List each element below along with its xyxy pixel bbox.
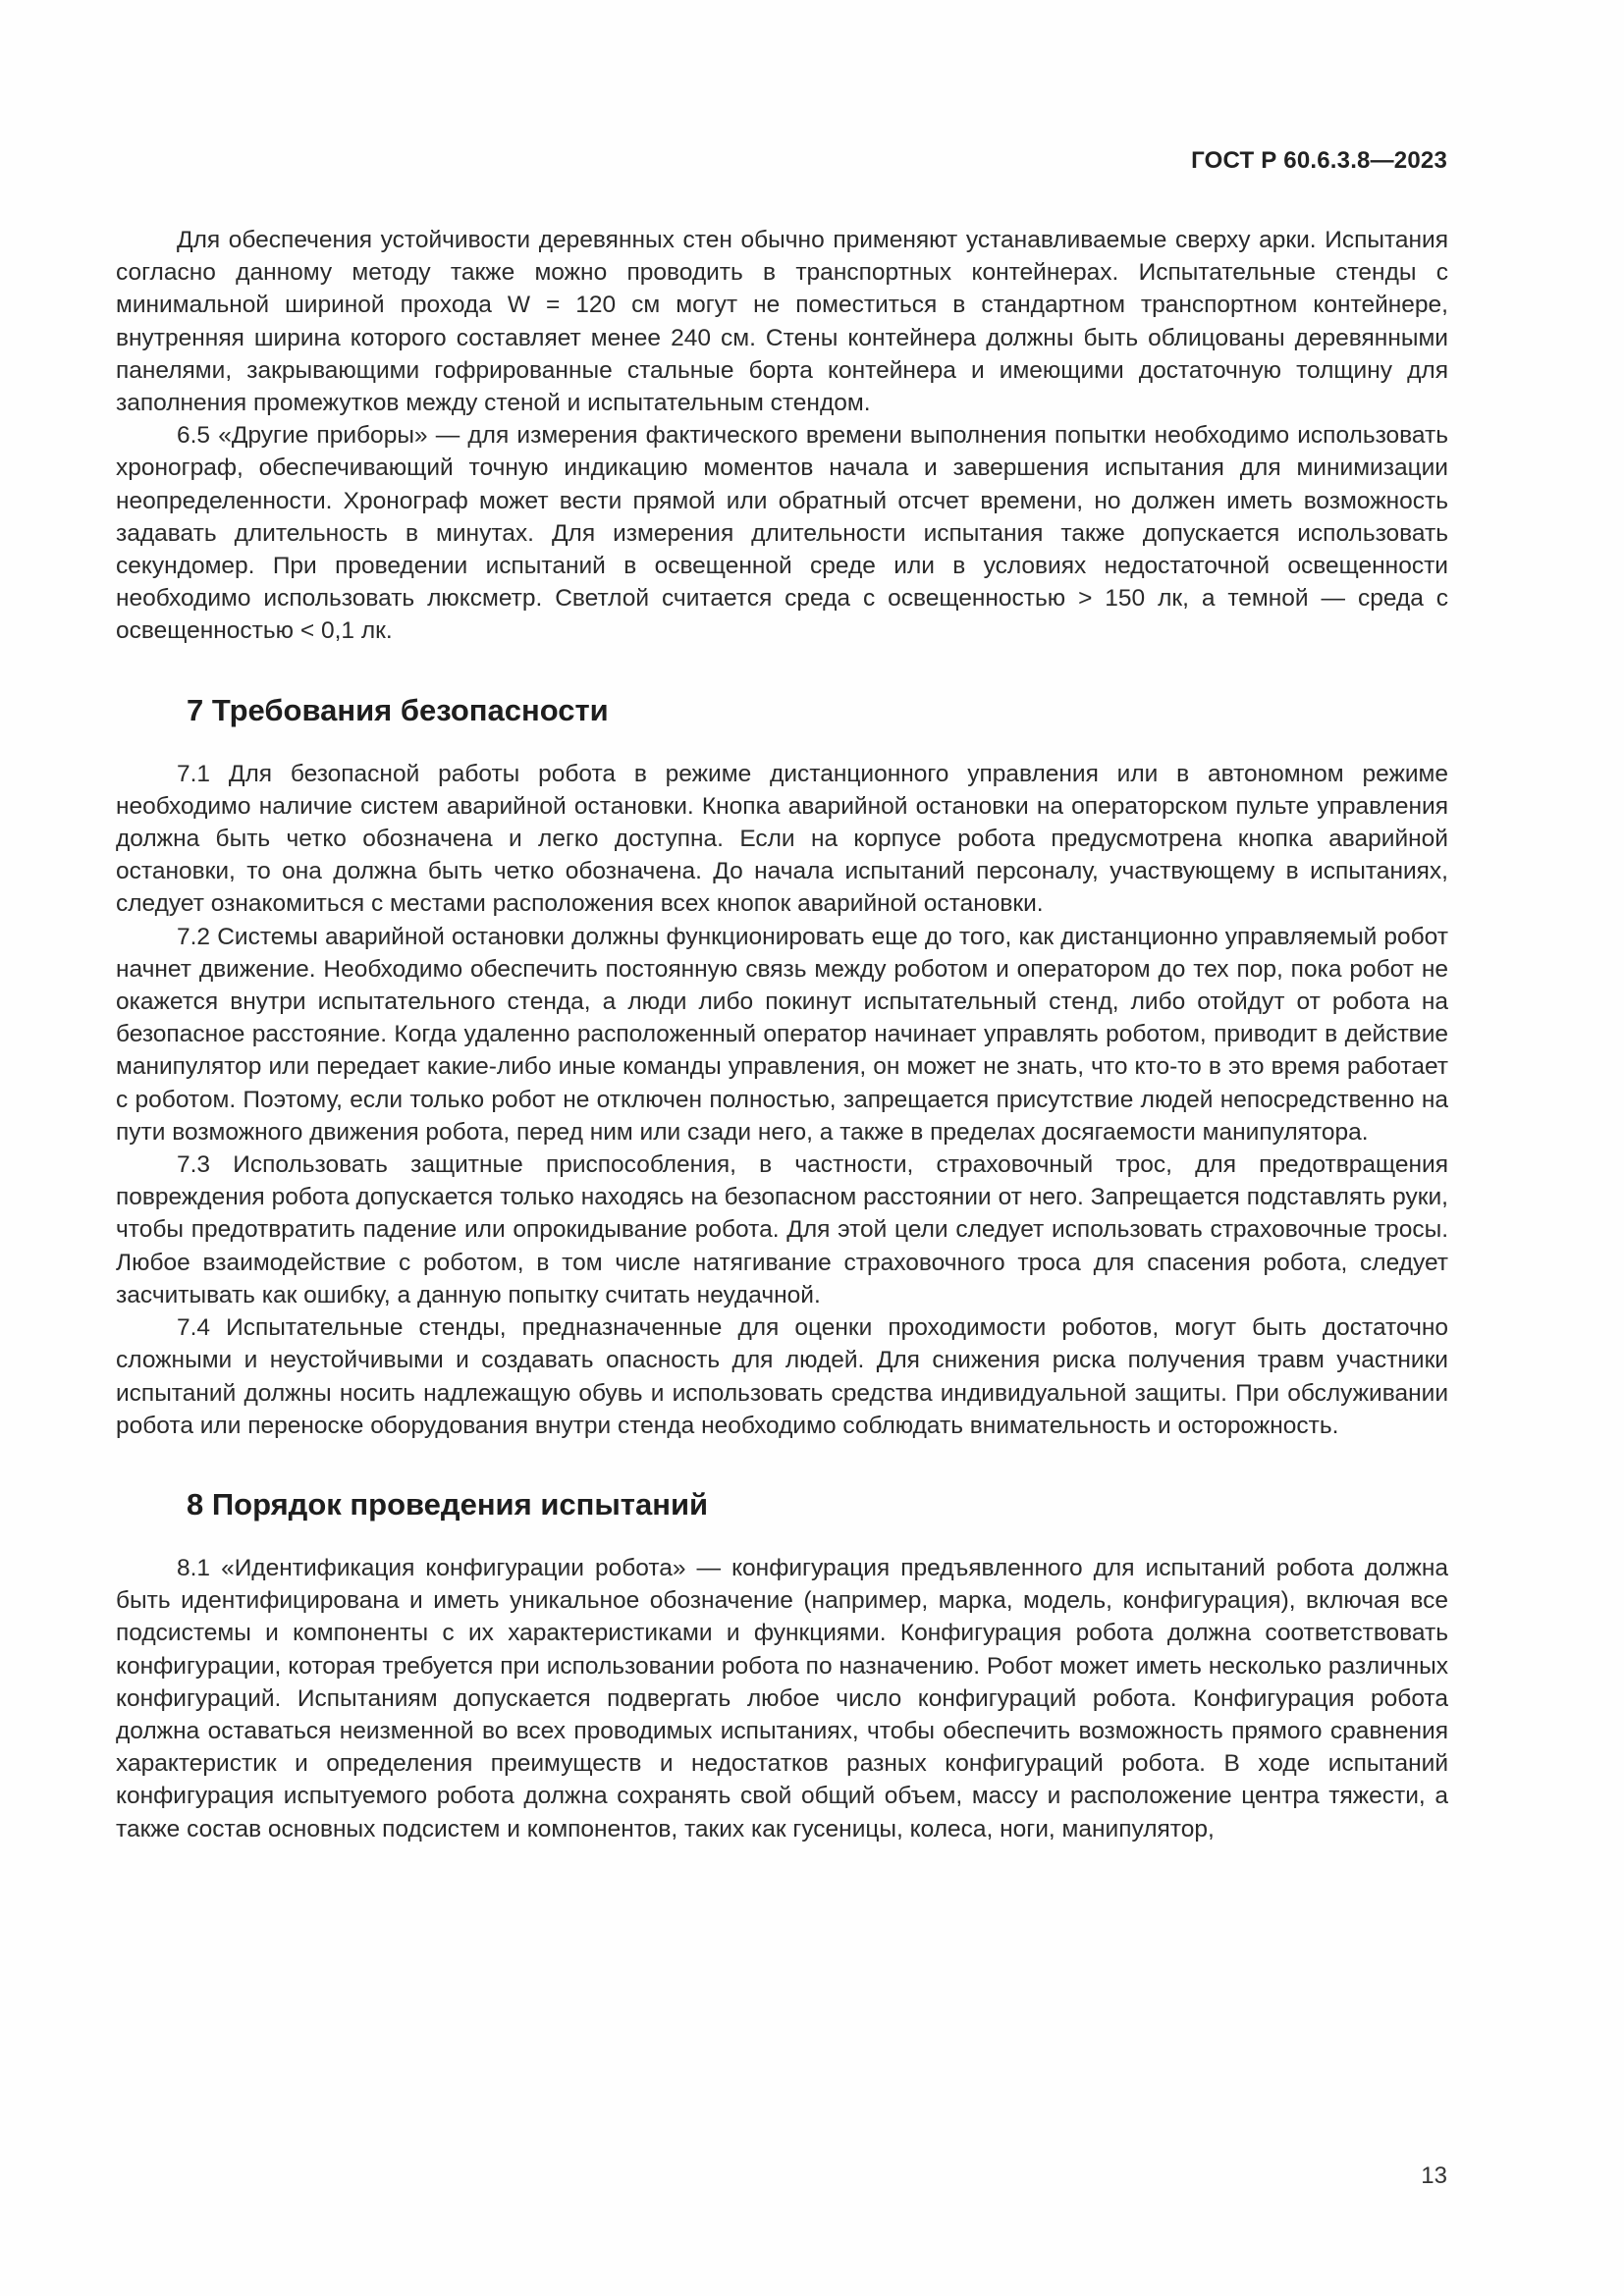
paragraph-6-5: 6.5 «Другие приборы» — для измерения фактического времени выполнения попытки необходимо использовать хронограф, обеспечивающий точную индикацию моментов начала и завершения испытания для минимизации неопределенности. Хронограф может вести прямой или обратный отсчет времени, но должен иметь возможность задавать длительность в минутах. Для измерения длительности испытания также допускается использовать секундомер. При проведении испытаний в освещенной среде или в условиях недостаточной освещенности необходимо использовать люксметр. Светлой считается среда с освещенностью > 150 лк, а темной — среда с освещенностью < 0,1 лк. xyxy=(116,422,1448,645)
paragraph-7-3: 7.3 Использовать защитные приспособления, в частности, страховочный трос, для предотвращения повреждения робота допускается только находясь на безопасном расстоянии от него. Запрещается подставлять руки, чтобы предотвратить падение или опрокидывание робота. Для этой цели следует использовать страховочные тросы. Любое взаимодействие с роботом, в том числе натягивание страховочного троса для спасения робота, следует засчитывать как ошибку, а данную попытку считать неудачной. xyxy=(116,1151,1448,1308)
document-header-code: ГОСТ Р 60.6.3.8—2023 xyxy=(1191,147,1447,174)
paragraph-8-1: 8.1 «Идентификация конфигурации робота» — конфигурация предъявленного для испытаний робота должна быть идентифицирована и иметь уникальное обозначение (например, марка, модель, конфигурация), включая все подсистемы и компоненты с их характеристиками и функциями. Конфигурация робота должна соответствовать конфигурации, которая требуется при использовании робота по назначению. Робот может иметь несколько различных конфигураций. Испытаниям допускается подвергать любое число конфигураций робота. Конфигурация робота должна оставаться неизменной во всех проводимых испытаниях, чтобы обеспечить возможность прямого сравнения характеристик и определения преимуществ и недостатков разных конфигураций робота. В ходе испытаний конфигурация испытуемого робота должна сохранять свой общий объем, массу и расположение центра тяжести, а также состав основных подсистем и компонентов, таких как гусеницы, колеса, ноги, манипулятор, xyxy=(116,1554,1448,1842)
document-body xyxy=(116,224,1448,1845)
page-number: 13 xyxy=(1421,2163,1447,2189)
paragraph-7-2: 7.2 Системы аварийной остановки должны функционировать еще до того, как дистанционно управляемый робот начнет движение. Необходимо обеспечить постоянную связь между роботом и оператором до тех пор, пока робот не окажется внутри испытательного стенда, а люди либо покинут испытательный стенд, либо отойдут от робота на безопасное расстояние. Когда удаленно расположенный оператор начинает управлять роботом, приводит в действие манипулятор или передает какие-либо иные команды управления, он может не знать, что кто-то в это время работает с роботом. Поэтому, если только робот не отключен полностью, запрещается присутствие людей непосредственно на пути возможного движения робота, перед ним или сзади него, а также в пределах досягаемости манипулятора. xyxy=(116,923,1448,1146)
paragraph-walls: Для обеспечения устойчивости деревянных стен обычно применяют устанавливаемые сверху арки. Испытания согласно данному методу также можно проводить в транспортных контейнерах. Испытательные стенды с минимальной шириной прохода W = 120 см могут не поместиться в стандартном транспортном контейнере, внутренняя ширина которого составляет менее 240 см. Стены контейнера должны быть облицованы деревянными панелями, закрывающими гофрированные стальные борта контейнера и имеющими достаточную толщину для заполнения промежутков между стеной и испытательным стендом. xyxy=(116,227,1448,417)
section-heading-7: 7 Требования безопасности xyxy=(187,692,609,727)
paragraph-7-4: 7.4 Испытательные стенды, предназначенные для оценки проходимости роботов, могут быть достаточно сложными и неустойчивыми и создавать опасность для людей. Для снижения риска получения травм участники испытаний должны носить надлежащую обувь и использовать средства индивидуальной защиты. При обслуживании робота или переноске оборудования внутри стенда необходимо соблюдать внимательность и осторожность. xyxy=(116,1314,1448,1439)
section-heading-8: 8 Порядок проведения испытаний xyxy=(187,1486,709,1522)
paragraph-7-1: 7.1 Для безопасной работы робота в режиме дистанционного управления или в автономном режиме необходимо наличие систем аварийной остановки. Кнопка аварийной остановки на операторском пульте управления должна быть четко обозначена и легко доступна. Если на корпусе робота предусмотрена кнопка аварийной остановки, то она должна быть четко обозначена. До начала испытаний персоналу, участвующему в испытаниях, следует ознакомиться с местами расположения всех кнопок аварийной остановки. xyxy=(116,760,1448,918)
